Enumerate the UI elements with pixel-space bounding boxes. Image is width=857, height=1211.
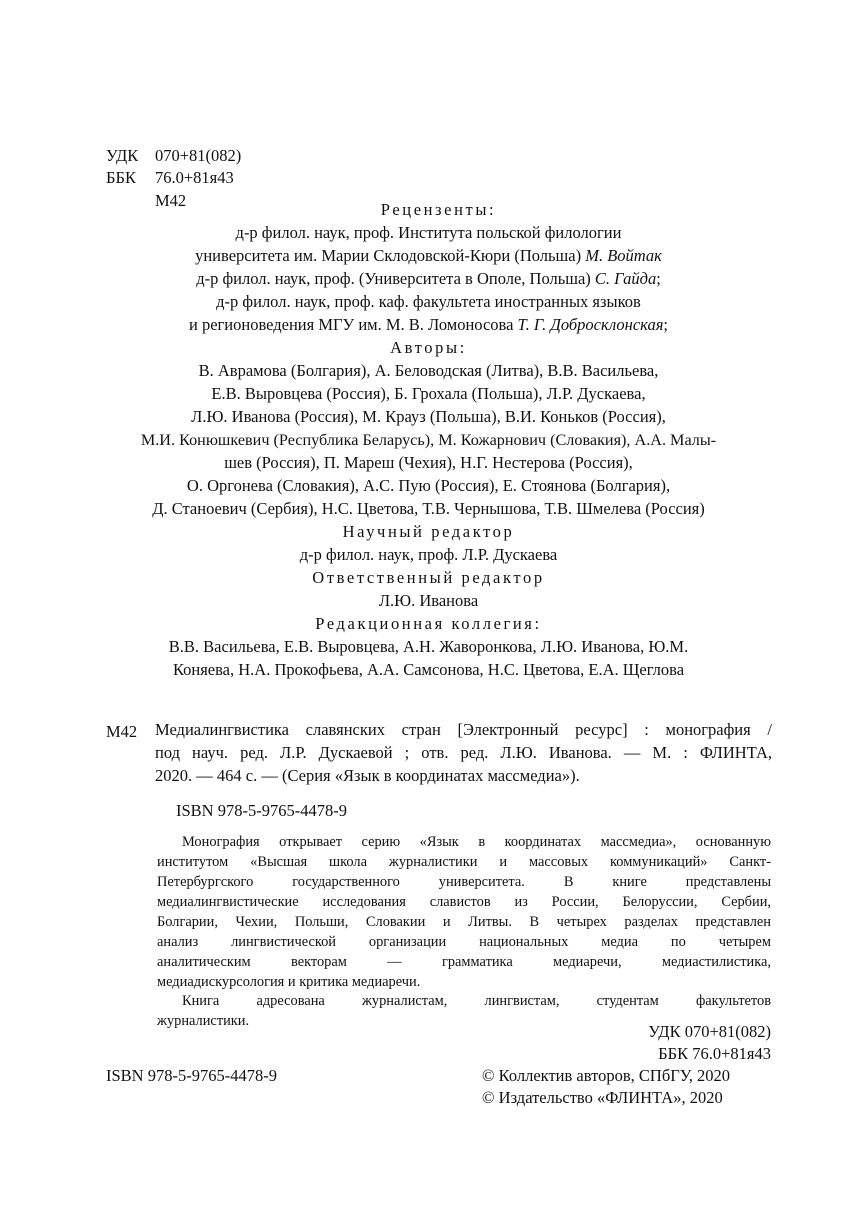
reviewer-name-dobrosklonskaya: Т. Г. Добросклонская: [517, 315, 664, 334]
executive-editor-heading: Ответственный редактор: [312, 568, 545, 587]
reviewers-heading: Рецензенты:: [380, 200, 497, 219]
reviewer-line-2: университета им. Марии Склодовской-Кюри (Польша) М. Войтак: [195, 246, 662, 265]
annotation-line: Книга адресована журналистам, лингвистам, студентам факультетов: [182, 993, 771, 1009]
author-line: шев (Россия), П. Мареш (Чехия), Н.Г. Нестерова (Россия),: [224, 453, 633, 472]
annotation-line: медиадискурсология и критика медиаречи.: [157, 974, 421, 990]
author-mark: М42: [155, 191, 187, 210]
bib-line: Медиалингвистика славянских стран [Электронный ресурс] : монография /: [155, 720, 772, 739]
bbk-label: ББК: [106, 168, 136, 187]
author-line: М.И. Конюшкевич (Республика Беларусь), М. Кожарнович (Словакия), А.А. Малы-: [140, 431, 717, 449]
annotation-line: анализ лингвистической организации национальных медиа по четырем: [157, 934, 771, 950]
footer-isbn: ISBN 978-5-9765-4478-9: [106, 1066, 277, 1085]
author-line: О. Оргонева (Словакия), А.С. Пую (Россия), Е. Стоянова (Болгария),: [186, 476, 671, 495]
bib-mark: М42: [106, 722, 138, 741]
annotation-line: Болгарии, Чехии, Польши, Словакии и Литвы. В четырех разделах представлен: [157, 914, 771, 930]
annotation-line: медиалингвистические исследования славистов из России, Белоруссии, Сербии,: [157, 894, 771, 910]
bib-line: под науч. ред. Л.Р. Дускаевой ; отв. ред. Л.Ю. Иванова. — М. : ФЛИНТА,: [155, 743, 772, 762]
reviewer-line-5: и регионоведения МГУ им. М. В. Ломоносова Т. Г. Добросклонская;: [188, 315, 669, 334]
authors-heading: Авторы:: [390, 338, 467, 357]
author-line: Е.В. Выровцева (Россия), Б. Грохала (Польша), Л.Р. Дускаева,: [211, 384, 646, 403]
udk-value: 070+81(082): [155, 146, 242, 165]
udk-label: УДК: [106, 146, 139, 165]
footer-copyright-publisher: © Издательство «ФЛИНТА», 2020: [482, 1088, 723, 1107]
editorial-board-heading: Редакционная коллегия:: [315, 614, 542, 633]
annotation-line: Петербургского государственного университета. В книге представлены: [157, 874, 771, 890]
footer-bbk: ББК 76.0+81я43: [658, 1044, 771, 1063]
author-line: Л.Ю. Иванова (Россия), М. Крауз (Польша), В.И. Коньков (Россия),: [191, 407, 666, 426]
executive-editor-name: Л.Ю. Иванова: [378, 591, 479, 610]
reviewer-line-1: д-р филол. наук, проф. Института польской филологии: [235, 223, 622, 242]
reviewer-line-4: д-р филол. наук, проф. каф. факультета иностранных языков: [216, 292, 641, 311]
author-line: Д. Станоевич (Сербия), Н.С. Цветова, Т.В. Чернышова, Т.В. Шмелева (Россия): [152, 499, 705, 518]
annotation-line: институтом «Высшая школа журналистики и массовых коммуникаций» Санкт-: [157, 854, 771, 870]
scientific-editor-name: д-р филол. наук, проф. Л.Р. Дускаева: [299, 545, 558, 564]
annotation-line: аналитическим векторам — грамматика медиаречи, медиастилистика,: [157, 954, 771, 970]
author-line: В. Аврамова (Болгария), А. Беловодская (Литва), В.В. Васильева,: [198, 361, 659, 380]
reviewer-line-3: д-р филол. наук, проф. (Университета в Ополе, Польша) С. Гайда;: [196, 269, 661, 288]
footer-udk: УДК 070+81(082): [648, 1022, 771, 1041]
bib-isbn: ISBN 978-5-9765-4478-9: [176, 801, 347, 820]
editorial-board-line: Коняева, Н.А. Прокофьева, А.А. Самсонова, Н.С. Цветова, Е.А. Щеглова: [172, 660, 685, 679]
reviewer-name-voitak: М. Войтак: [585, 246, 662, 265]
editorial-board-line: В.В. Васильева, Е.В. Выровцева, А.Н. Жаворонкова, Л.Ю. Иванова, Ю.М.: [168, 637, 689, 656]
footer-copyright-authors: © Коллектив авторов, СПбГУ, 2020: [482, 1066, 731, 1085]
scientific-editor-heading: Научный редактор: [342, 522, 515, 541]
annotation-line: Монография открывает серию «Язык в координатах массмедиа», основанную: [182, 834, 771, 850]
reviewer-name-gaida: С. Гайда: [594, 269, 657, 288]
bib-line: 2020. — 464 с. — (Серия «Язык в координатах массмедиа»).: [155, 766, 580, 785]
bbk-value: 76.0+81я43: [155, 168, 234, 187]
annotation-line: журналистики.: [157, 1013, 250, 1029]
